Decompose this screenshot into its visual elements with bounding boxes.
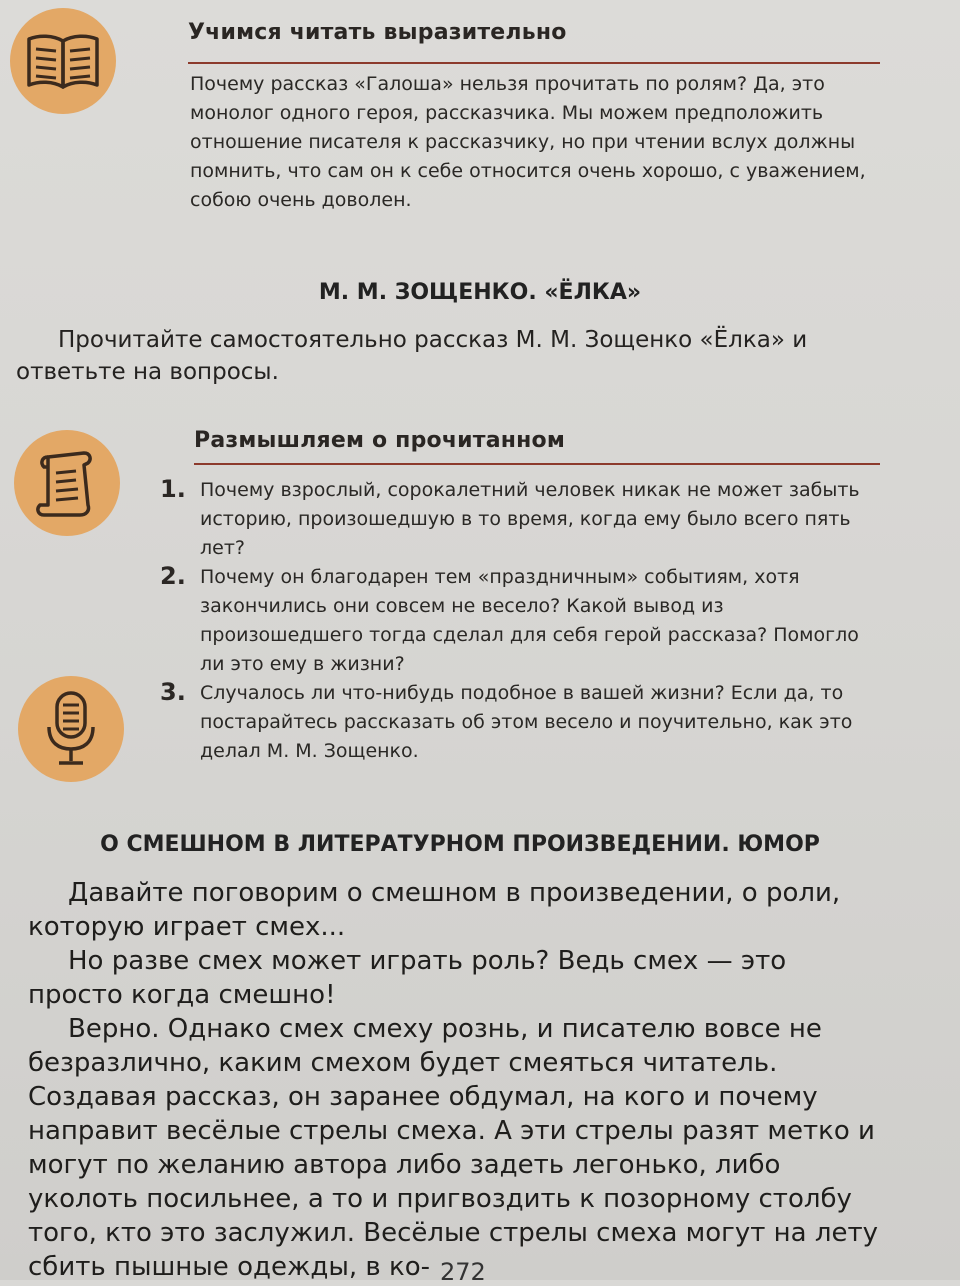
question-text: Случалось ли что-нибудь подобное в вашей жизни? Если да, то постарайтесь рассказать об этом весело и поучительно, как это делал М. М. Зощенко. xyxy=(200,682,853,762)
question-number: 2. xyxy=(160,562,186,590)
question-item xyxy=(160,679,885,766)
question-item xyxy=(160,476,885,563)
open-book-icon xyxy=(25,31,101,91)
humor-paragraph: Но разве смех может играть роль? Ведь смех — это просто когда смешно! xyxy=(28,946,787,1010)
scroll-icon xyxy=(34,447,100,519)
story-title: М. М. ЗОЩЕНКО. «ЁЛКА» xyxy=(318,280,642,305)
question-item xyxy=(160,563,885,679)
question-text: Почему взрослый, сорокалетний человек никак не может забыть историю, произошедшую в то время, когда ему было всего пять лет? xyxy=(200,479,860,559)
question-list xyxy=(160,476,885,766)
section-heading-expressive-reading: Учимся читать выразительно xyxy=(188,20,567,45)
section-heading-reflection: Размышляем о прочитанном xyxy=(194,428,566,453)
humor-paragraph: Давайте поговорим о смешном в произведении, о роли, которую играет смех... xyxy=(28,878,841,942)
scroll-icon-badge xyxy=(14,430,120,536)
heading-rule xyxy=(194,463,880,465)
humor-paragraph: Верно. Однако смех смеху рознь, и писателю вовсе не безразлично, каким смехом будет смеяться читатель. Создавая рассказ, он заранее обдумал, на кого и почему направит весёлые стрелы смеха. А эти стрелы разят метко и могут по желанию автора либо задеть легонько, либо уколоть посильнее, а то и пригвоздить к позорному столбу того, кто это заслужил. Весёлые стрелы смеха могут на лету сбить пышные одежды, в ко- xyxy=(28,1014,878,1282)
microphone-icon xyxy=(43,689,99,769)
question-number: 1. xyxy=(160,475,186,503)
story-instruction: Прочитайте самостоятельно рассказ М. М. Зощенко «Ёлка» и ответьте на вопросы. xyxy=(16,327,808,385)
question-number: 3. xyxy=(160,678,186,706)
book-icon-badge xyxy=(10,8,116,114)
heading-rule xyxy=(188,62,880,64)
humor-section-title: О СМЕШНОМ В ЛИТЕРАТУРНОМ ПРОИЗВЕДЕНИИ. ЮМОР xyxy=(100,832,820,857)
expressive-reading-text: Почему рассказ «Галоша» нельзя прочитать по ролям? Да, это монолог одного героя, рассказчика. Мы можем предположить отношение писателя к рассказчику, но при чтении вслух должны помнить, что сам он к себе относится очень хорошо, с уважением, собою очень доволен. xyxy=(190,73,866,211)
page-number: 272 xyxy=(440,1258,486,1286)
question-text: Почему он благодарен тем «праздничным» событиям, хотя закончились они совсем не весело? Какой вывод из произошедшего тогда сделал для себя герой рассказа? Помогло ли это ему в жизни? xyxy=(200,566,859,675)
microphone-icon-badge xyxy=(18,676,124,782)
